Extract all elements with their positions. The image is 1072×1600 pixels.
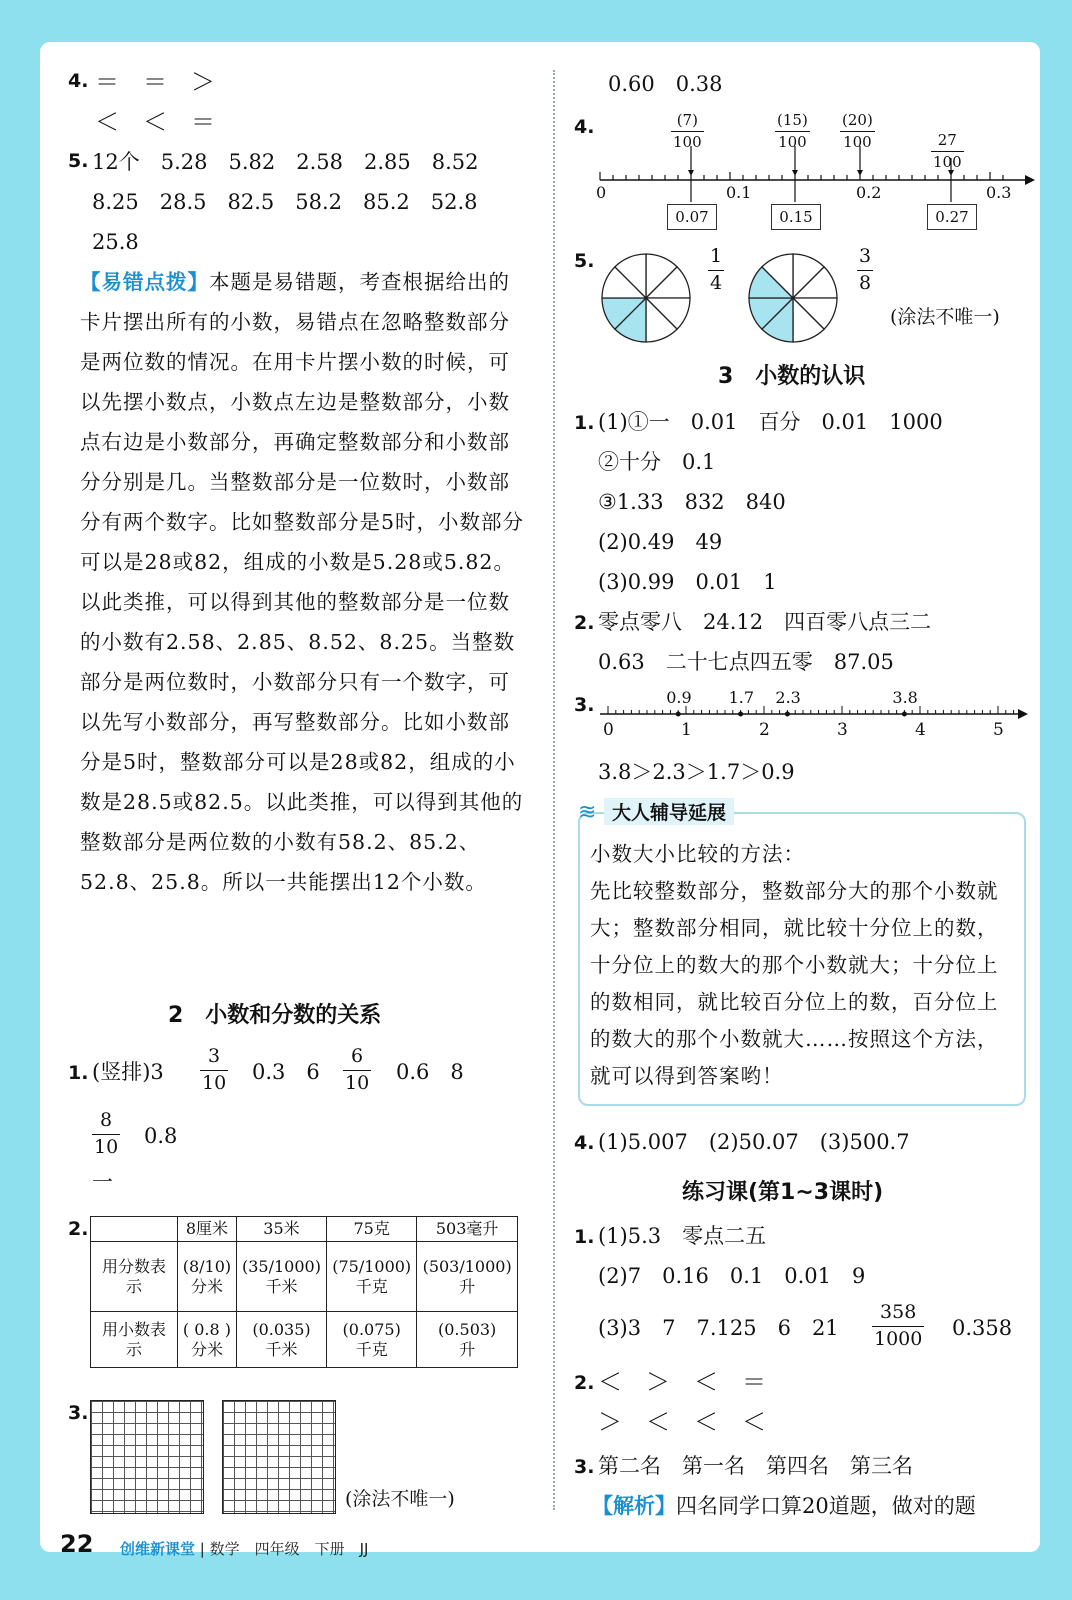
s3q2-line2: 0.63 二十七点四五零 87.05 — [598, 650, 894, 674]
point-label: 0.9 — [666, 688, 692, 707]
s3q3-number: 3. — [574, 694, 595, 716]
s2q1-fraction-3: 8 10 — [94, 1109, 119, 1158]
answer-box: 0.15 — [771, 204, 821, 230]
number-line-units — [598, 690, 1028, 740]
pq3-analysis — [592, 1494, 976, 1519]
s3q4-text: (1)5.007 (2)50.07 (3)500.7 — [598, 1130, 910, 1154]
table-cell: (0.035) 千米 — [236, 1312, 326, 1368]
s3q1-line3: ③1.33 832 840 — [598, 490, 786, 514]
hundred-grid-1 — [90, 1400, 204, 1514]
table-head-3: 75克 — [327, 1217, 417, 1242]
table-head-2: 35米 — [236, 1217, 326, 1242]
tip-tag: 【易错点拨】 — [80, 270, 209, 294]
pq1-line1: (1)5.3 零点二五 — [598, 1224, 767, 1248]
table-cell: (75/1000) 千克 — [327, 1242, 417, 1312]
pq1-number: 1. — [574, 1226, 595, 1248]
arrow-fraction: (20) 100 — [842, 111, 873, 152]
r-q5-number: 5. — [574, 250, 595, 272]
s2q1-text-e: 一 — [92, 1170, 113, 1194]
s2q2-number: 2. — [68, 1218, 89, 1240]
s3q1-line1: (1)①一 0.01 百分 0.01 1000 — [598, 410, 943, 434]
table-head-1: 8厘米 — [178, 1217, 237, 1242]
arrow-head — [857, 170, 863, 176]
s3q2-number: 2. — [574, 612, 595, 634]
analysis-text: 四名同学口算20道题，做对的题 — [676, 1494, 976, 1518]
practice-title: 练习课(第1~3课时) — [682, 1180, 884, 1205]
s2q1-fraction-1: 3 10 — [202, 1045, 227, 1094]
wave-icon: ≋ — [578, 800, 597, 825]
extension-title: 大人辅导延展 — [604, 798, 734, 825]
s3q3-order: 3.8＞2.3＞1.7＞0.9 — [598, 760, 795, 784]
table-corner — [91, 1217, 178, 1242]
point-label: 2.3 — [775, 688, 801, 707]
point — [676, 712, 681, 717]
s2q1-fraction-2: 6 10 — [345, 1045, 370, 1094]
tick-label: 0.2 — [856, 183, 882, 202]
answer-box: 0.07 — [667, 204, 717, 230]
table-cell: (503/1000) 升 — [417, 1242, 518, 1312]
r-q5-note: (涂法不唯一) — [890, 306, 1000, 328]
table-cell: (35/1000) 千米 — [236, 1242, 326, 1312]
s3q4-number: 4. — [574, 1132, 595, 1154]
point-label: 1.7 — [728, 688, 755, 707]
point — [738, 712, 743, 717]
s3q1-line5: (3)0.99 0.01 1 — [598, 570, 777, 594]
arrow-fraction: (15) 100 — [777, 111, 808, 152]
table-cell: (0.503) 升 — [417, 1312, 518, 1368]
pq2-number: 2. — [574, 1372, 595, 1394]
column-divider — [553, 70, 555, 1510]
pq1-line3a: (3)3 7 7.125 6 21 — [598, 1316, 839, 1340]
pq2-line2: ＞ ＜ ＜ ＜ — [598, 1408, 766, 1436]
tip-paragraph — [80, 262, 525, 902]
table-cell: (8/10) 分米 — [178, 1242, 237, 1312]
table-cell: ( 0.8 ) 分米 — [178, 1312, 237, 1368]
tick-label: 0 — [603, 720, 614, 740]
table-cell: (0.075) 千克 — [327, 1312, 417, 1368]
pq3-number: 3. — [574, 1456, 595, 1478]
top-line: 0.60 0.38 — [608, 72, 723, 96]
arrow-fraction: 27 100 — [933, 131, 962, 172]
q5-row1: 12个 5.28 5.82 2.58 2.85 8.52 — [92, 150, 479, 174]
hundred-grid-2 — [222, 1400, 336, 1514]
q4-row1: ＝ ＝ ＞ — [95, 68, 215, 96]
arrow-fraction: (7) 100 — [673, 111, 702, 152]
s2q3-number: 3. — [68, 1402, 89, 1424]
tip-text: 本题是易错题，考查根据给出的卡片摆出所有的小数，易错点在忽略整数部分是两位数的情况。在用卡片摆小数的时候，可以先摆小数点，小数点左边是整数部分，小数点右边是小数部分，再确定整数部分和小数部分分别是几。当整数部分是一位数时，小数部分有两个数字。比如整数部分是5时，小数部分可以是28或82，组成的小数是5.28或5.82。以此类推，可以得到其他的整数部分是一位数的小数有2.58、2.85、8.52、8.25。当整数部分是两位数时，小数部分只有一个数字，可以先写小数部分，再写整数部分。比如小数部分是5时，整数部分可以是28或82，组成的小数是28.5或82.5。以此类推，可以得到其他的整数部分是两位数的小数有58.2、85.2、52.8、25.8。所以一共能摆出12个小数。 — [80, 270, 525, 894]
s3q1-number: 1. — [574, 412, 595, 434]
s3q2-line1: 零点零八 24.12 四百零八点三二 — [598, 610, 932, 634]
s2q3-note: (涂法不唯一) — [345, 1488, 455, 1510]
table-row1-label: 用分数表示 — [91, 1242, 178, 1312]
tick-label: 0.3 — [986, 183, 1012, 202]
point — [902, 712, 907, 717]
s2q1-text-d: 0.8 — [144, 1124, 178, 1148]
extension-text: 小数大小比较的方法： 先比较整数部分，整数部分大的那个小数就大；整数部分相同，就比较十分位上的数，十分位上的数大的那个小数就大；十分位上的数相同，就比较百分位上的数，百分位上的数大的那个小数就大……按照这个方法，就可以得到答案哟！ — [590, 842, 999, 1088]
point-label: 3.8 — [892, 688, 918, 707]
pie-three-eighths — [745, 250, 841, 346]
tick-label: 5 — [993, 720, 1004, 740]
pq1-line2: (2)7 0.16 0.1 0.01 9 — [598, 1264, 866, 1288]
s2q1-text-c: 0.6 8 — [396, 1060, 464, 1084]
table-row2-label: 用小数表示 — [91, 1312, 178, 1368]
q4-row2: ＜ ＜ ＝ — [95, 108, 215, 136]
r-q5-fraction-1: 1 4 — [710, 245, 723, 294]
pq1-fraction: 358 1000 — [874, 1301, 923, 1350]
analysis-tag: 【解析】 — [592, 1494, 676, 1518]
tick-label: 4 — [915, 720, 926, 740]
q5-row2: 8.25 28.5 82.5 58.2 85.2 52.8 — [92, 190, 478, 214]
tick-label: 0.1 — [726, 183, 752, 202]
s2q1-number: 1. — [68, 1062, 89, 1084]
s2q1-text-a: (竖排)3 — [92, 1060, 164, 1084]
q4-number: 4. — [68, 70, 89, 92]
tick-label: 0 — [596, 183, 607, 202]
arrow-head — [688, 170, 694, 176]
r-q4-number: 4. — [574, 116, 595, 138]
section2-title: 2 小数和分数的关系 — [168, 1003, 382, 1028]
pq2-line1: ＜ ＞ ＜ ＝ — [598, 1368, 766, 1396]
unit-table — [90, 1216, 518, 1368]
page-number: 22 — [60, 1530, 94, 1558]
tick-label: 3 — [837, 720, 848, 740]
table-head-4: 503毫升 — [417, 1217, 518, 1242]
q5-row3: 25.8 — [92, 230, 139, 254]
s2q1-text-b: 0.3 6 — [252, 1060, 320, 1084]
pq3-line1: 第二名 第一名 第四名 第三名 — [598, 1454, 913, 1478]
point — [785, 712, 790, 717]
tick-label: 1 — [681, 720, 692, 740]
arrow-head — [792, 170, 798, 176]
r-q5-fraction-2: 3 8 — [859, 245, 872, 294]
pq1-line3b: 0.358 — [952, 1316, 1013, 1340]
tick-label: 2 — [759, 720, 770, 740]
footer-meta: 创维新课堂 | 数学 四年级 下册 JJ — [120, 1540, 369, 1558]
pie-quarter — [598, 250, 694, 346]
q5-number: 5. — [68, 150, 89, 172]
s3q1-line4: (2)0.49 49 — [598, 530, 723, 554]
s3q1-line2: ②十分 0.1 — [598, 450, 716, 474]
section3-title: 3 小数的认识 — [718, 364, 866, 389]
answer-box: 0.27 — [927, 204, 977, 230]
